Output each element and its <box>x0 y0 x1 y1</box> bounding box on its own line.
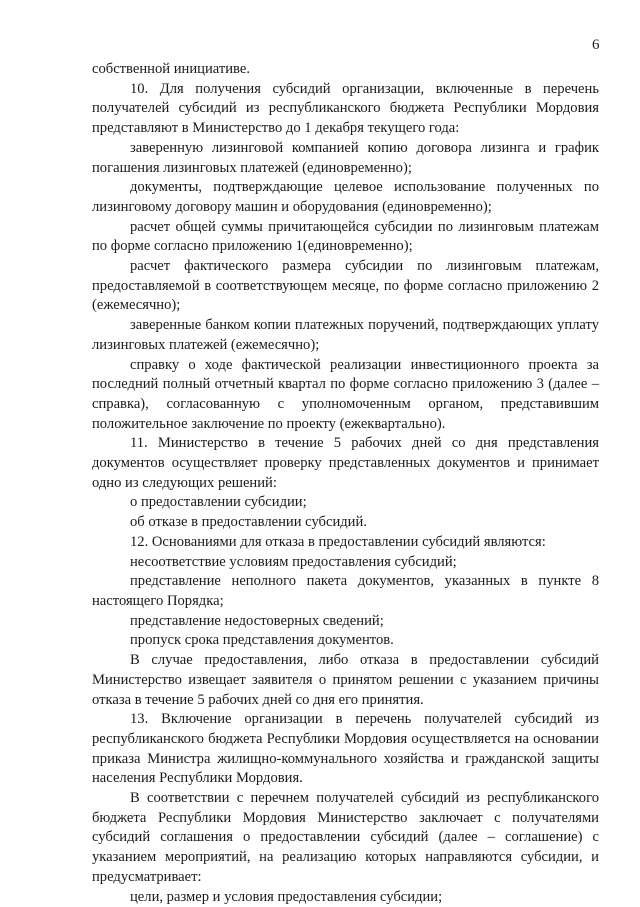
paragraph: пропуск срока представления документов. <box>130 632 394 649</box>
paragraph: 11. Министерство в течение 5 рабочих дней со дня представления документов осуществляет проверку представленных документов и принимает одно из следующих решений: <box>92 435 599 491</box>
paragraph: несоответствие условиям предоставления субсидий; <box>130 553 457 570</box>
paragraph: об отказе в предоставлении субсидий. <box>130 514 367 531</box>
document-body <box>92 60 599 907</box>
paragraph: расчет общей суммы причитающейся субсидии по лизинговым платежам по форме согласно приложению 1(единовременно); <box>92 218 599 255</box>
paragraph: представление неполного пакета документов, указанных в пункте 8 настоящего Порядка; <box>92 573 599 609</box>
paragraph: цели, размер и условия предоставления субсидии; <box>130 888 443 905</box>
paragraph: о предоставлении субсидии; <box>130 494 307 511</box>
paragraph: заверенные банком копии платежных поручений, подтверждающих уплату лизинговых платежей (ежемесячно); <box>92 317 599 353</box>
paragraph: В случае предоставления, либо отказа в предоставлении субсидий Министерство извещает заявителя о принятом решении с указанием причины отказа в течение 5 рабочих дней со дня его принятия. <box>92 652 599 708</box>
paragraph: 12. Основаниями для отказа в предоставлении субсидий являются: <box>130 533 546 550</box>
paragraph: документы, подтверждающие целевое использование полученных по лизинговому договору машин и оборудования (единовременно); <box>92 179 599 215</box>
paragraph: собственной инициативе. <box>92 61 250 77</box>
paragraph: расчет фактического размера субсидии по лизинговым платежам, предоставляемой в соответствующем месяце, по форме согласно приложению 2 (ежемесячно); <box>92 258 599 314</box>
paragraph: заверенную лизинговой компанией копию договора лизинга и график погашения лизинговых платежей (единовременно); <box>92 139 599 176</box>
page-number: 6 <box>592 37 600 53</box>
paragraph: 13. Включение организации в перечень получателей субсидий из республиканского бюджета Республики Мордовия осуществляется на основании приказа Министра жилищно-коммунального хозяйства и гражданской защиты населения Республики Мордовия. <box>92 711 599 787</box>
paragraph: В соответствии с перечнем получателей субсидий из республиканского бюджета Республики Мордовия Министерство заключает с получателями субсидий соглашения о предоставлении субсидий (далее – соглашение) с указанием мероприятий, на реализацию которых направляются субсидии, и предусматривает: <box>92 790 599 885</box>
paragraph: 10. Для получения субсидий организации, включенные в перечень получателей субсидий из республиканского бюджета Республики Мордовия представляют в Министерство до 1 декабря текущего года: <box>92 80 599 137</box>
paragraph: представление недостоверных сведений; <box>130 612 384 629</box>
paragraph: справку о ходе фактической реализации инвестиционного проекта за последний полный отчетный квартал по форме согласно приложению 3 (далее – справка), согласованную с уполномоченным органом, представившим положительное заключение по проекту (ежеквартально). <box>92 356 599 432</box>
